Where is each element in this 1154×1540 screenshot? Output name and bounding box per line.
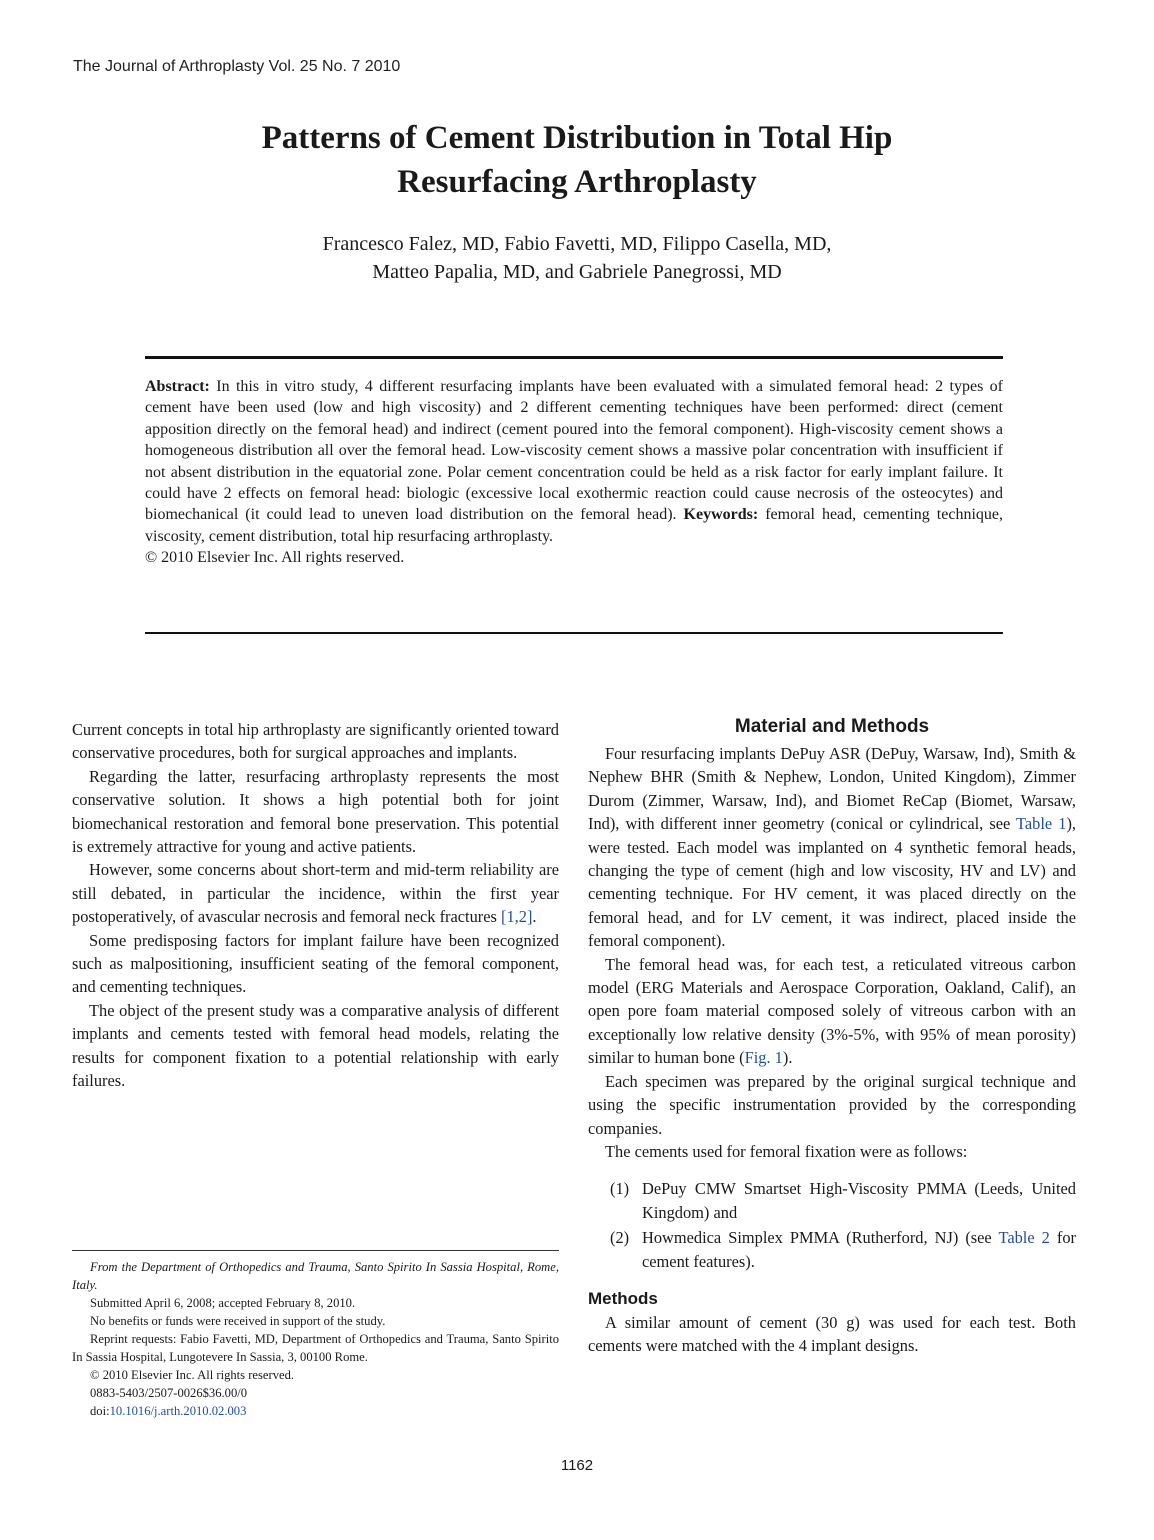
authors-line-2: Matteo Papalia, MD, and Gabriele Panegrossi, MD bbox=[372, 261, 782, 283]
section-heading-material-methods: Material and Methods bbox=[734, 716, 930, 737]
footnote-reprint: Reprint requests: Fabio Favetti, MD, Department of Orthopedics and Trauma, Santo Spirito In Sassia Hospital, Lungotevere In Sassia, 3, 00100 Rome. bbox=[72, 1332, 559, 1364]
methods-paragraph-3: Each specimen was prepared by the original surgical technique and using the specific instrumentation provided by the corresponding companies. bbox=[588, 1071, 1076, 1138]
authors-line-1: Francesco Falez, MD, Fabio Favetti, MD, Filippo Casella, MD, bbox=[322, 233, 832, 255]
title-line-1: Patterns of Cement Distribution in Total Hip bbox=[261, 120, 893, 156]
footnote-copyright: © 2010 Elsevier Inc. All rights reserved. bbox=[90, 1368, 295, 1382]
figure-1-link[interactable]: Fig. 1 bbox=[744, 1048, 783, 1068]
abstract bbox=[145, 376, 1003, 569]
footnote-funding: No benefits or funds were received in support of the study. bbox=[90, 1314, 386, 1328]
intro-paragraph-5: The object of the present study was a comparative analysis of different implants and cements tested with femoral head models, relating the results for component fixation to a potential relationship with early failures. bbox=[72, 1000, 559, 1091]
subsection-heading-methods: Methods bbox=[588, 1288, 658, 1308]
title-line-2: Resurfacing Arthroplasty bbox=[397, 164, 757, 200]
right-column bbox=[588, 714, 1076, 1358]
abstract-bottom-rule bbox=[145, 632, 1003, 634]
methods-paragraph-1 bbox=[588, 742, 1076, 953]
keywords-text: femoral head, cementing technique, viscosity, cement distribution, total hip resurfacing arthroplasty. bbox=[145, 506, 1003, 545]
abstract-text: In this in vitro study, 4 different resurfacing implants have been evaluated with a simulated femoral head: 2 types of cement have been used (low and high viscosity) and 2 different cementing techniques have been performed: direct (cement apposition directly on the femoral head) and indirect (cement poured into the femoral component). High-viscosity cement shows a homogeneous distribution all over the femoral head. Low-viscosity cement shows a massive polar concentration with insufficient if not absent distribution in the equatorial zone. Polar cement concentration could be held as a risk factor for early implant failure. It could have 2 effects on femoral head: biologic (excessive local exothermic reaction could cause necrosis of the osteocytes) and biomechanical (it could lead to uneven load distribution on the femoral head). bbox=[145, 378, 1003, 524]
footnote-rule bbox=[72, 1250, 559, 1251]
footnote-submitted: Submitted April 6, 2008; accepted February 8, 2010. bbox=[90, 1296, 356, 1310]
methods-paragraph-2-text: The femoral head was, for each test, a reticulated vitreous carbon model (ERG Materials and Aerospace Corporation, Oakland, Calif), an open pore foam material composed solely of vitreous carbon with an exceptionally low relative density (3%-5%, with 95% of mean porosity) similar to human bone ( bbox=[588, 954, 1076, 1068]
intro-paragraph-4: Some predisposing factors for implant failure have been recognized such as malpositioning, insufficient seating of the femoral component, and cementing techniques. bbox=[72, 930, 559, 997]
list-item-text: DePuy CMW Smartset High-Viscosity PMMA (Leeds, United Kingdom) and bbox=[642, 1179, 1076, 1222]
abstract-label: Abstract: bbox=[145, 378, 210, 395]
abstract-copyright: © 2010 Elsevier Inc. All rights reserved. bbox=[145, 549, 405, 567]
intro-paragraph-2: Regarding the latter, resurfacing arthroplasty represents the most conservative solution. It shows a high potential both for joint biomechanical restoration and femoral bone preservation. This potential is extremely attractive for young and active patients. bbox=[72, 766, 559, 857]
intro-paragraph-3-end: . bbox=[532, 907, 537, 927]
keywords-label: Keywords: bbox=[683, 506, 759, 524]
methods-paragraph-2-end: ). bbox=[782, 1048, 793, 1068]
doi-label: doi: bbox=[90, 1404, 110, 1418]
table-2-link[interactable]: Table 2 bbox=[998, 1228, 1050, 1248]
intro-paragraph-3-text: However, some concerns about short-term and mid-term reliability are still debated, in particular the incidence, within the first year postoperatively, of avascular necrosis and femoral neck fractures bbox=[72, 860, 559, 927]
cement-list bbox=[588, 1177, 1076, 1273]
abstract-top-rule bbox=[145, 356, 1003, 359]
list-item-2-text: Howmedica Simplex PMMA (Rutherford, NJ) (see bbox=[642, 1228, 999, 1248]
footnote-doi bbox=[72, 1402, 559, 1420]
methods-paragraph-2 bbox=[588, 953, 1076, 1070]
footnotes bbox=[72, 1258, 559, 1420]
list-item bbox=[588, 1226, 1076, 1273]
footnote-issn: 0883-5403/2507-0026$36.00/0 bbox=[90, 1386, 248, 1400]
methods-paragraph-1-text: Four resurfacing implants DePuy ASR (DePuy, Warsaw, Ind), Smith & Nephew BHR (Smith & Nephew, London, United Kingdom), Zimmer Durom (Zimmer, Warsaw, Ind), and Biomet ReCap (Biomet, Warsaw, Ind), with different inner geometry (conical or cylindrical, see bbox=[588, 744, 1076, 834]
doi-link[interactable]: 10.1016/j.arth.2010.02.003 bbox=[109, 1404, 247, 1418]
page-number: 1162 bbox=[560, 1457, 594, 1474]
journal-header: The Journal of Arthroplasty Vol. 25 No. 7 2010 bbox=[73, 58, 401, 75]
footnote-affiliation: From the Department of Orthopedics and Trauma, Santo Spirito In Sassia Hospital, Rome, Italy. bbox=[72, 1260, 559, 1292]
methods-paragraph-4: The cements used for femoral fixation were as follows: bbox=[605, 1141, 968, 1161]
authors bbox=[100, 230, 1054, 286]
intro-paragraph-1: Current concepts in total hip arthroplasty are significantly oriented toward conservative procedures, both for surgical approaches and implants. bbox=[72, 720, 559, 763]
list-item-text bbox=[642, 1226, 1076, 1273]
left-column bbox=[72, 718, 559, 1093]
methods-paragraph-1-end: ), were tested. Each model was implanted on 4 synthetic femoral heads, changing the type of cement (high and low viscosity, HV and LV) and cementing technique. For HV cement, it was placed directly on the femoral head, and for LV cement, it was indirect, placed inside the femoral component). bbox=[588, 814, 1076, 951]
intro-paragraph-3 bbox=[72, 858, 559, 928]
methods-paragraph-5: A similar amount of cement (30 g) was used for each test. Both cements were matched with the 4 implant designs. bbox=[588, 1312, 1076, 1356]
list-item bbox=[588, 1177, 1076, 1224]
list-item-2-end: for cement features). bbox=[642, 1228, 1076, 1271]
list-item-number: (2) bbox=[610, 1228, 630, 1248]
reference-link-1-2[interactable]: [1,2] bbox=[501, 907, 533, 927]
article-title bbox=[100, 116, 1054, 204]
table-1-link[interactable]: Table 1 bbox=[1016, 814, 1067, 834]
list-item-number: (1) bbox=[610, 1179, 630, 1199]
